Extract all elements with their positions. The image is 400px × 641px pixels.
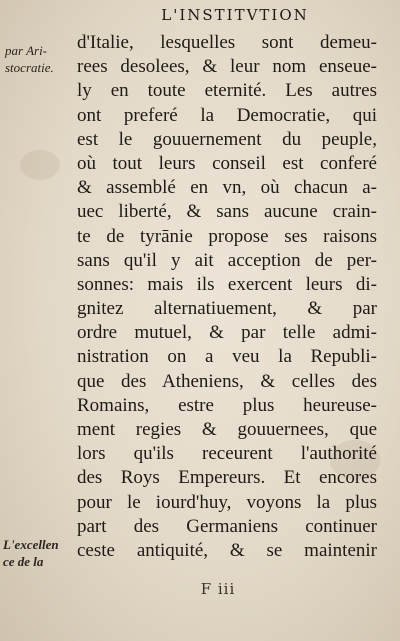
- margin-note-line: par Ari-: [5, 43, 48, 58]
- text-line: lors qu'ils receurent l'authorité: [77, 443, 377, 465]
- text-line: ceste antiquité, & se maintenir: [77, 539, 377, 561]
- text-line: sans qu'il y ait acception de per-: [77, 249, 377, 271]
- margin-note-aristocratie: [5, 42, 75, 76]
- text-line: des Roys Empereurs. Et encores: [77, 467, 377, 489]
- paper-stain: [20, 150, 60, 180]
- body-text: [77, 31, 377, 563]
- text-line: d'Italie, lesquelles sont demeu-: [77, 32, 377, 53]
- text-line: gnitez alternatiuement, & par: [77, 298, 377, 320]
- text-line: ment regies & gouuernees, que: [77, 419, 377, 440]
- text-line: rees desolees, & leur nom enseue-: [77, 56, 377, 78]
- text-line: ont preferé la Democratie, qui: [77, 104, 377, 126]
- text-line: pour le iourd'huy, voyons la plus: [77, 491, 377, 513]
- text-line: ly en toute eternité. Les autres: [77, 80, 377, 102]
- text-line: part des Germaniens continuer: [77, 515, 377, 537]
- text-line: que des Atheniens, & celles des: [77, 370, 377, 392]
- text-line: ordre mutuel, & par telle admi-: [77, 322, 377, 344]
- text-line: te de tyrānie propose ses raisons: [77, 225, 377, 247]
- text-line: est le gouuernement du peuple,: [77, 128, 377, 150]
- text-line: & assemblé en vn, où chacun a-: [77, 177, 377, 199]
- running-header: L'INSTITVTION: [161, 6, 309, 24]
- margin-note-line: stocratie.: [5, 60, 54, 75]
- margin-note-line: ce de la: [3, 554, 44, 569]
- margin-note-line: L'excellen: [3, 537, 59, 552]
- margin-note-excellence: [3, 536, 75, 570]
- text-line: Romains, estre plus heureuse-: [77, 394, 377, 416]
- text-line: uec liberté, & sans aucune crain-: [77, 201, 377, 223]
- text-line: sonnes: mais ils exercent leurs di-: [77, 273, 377, 295]
- page-signature: F iii: [200, 580, 236, 598]
- text-line: nistration on a veu la Republi-: [77, 346, 377, 368]
- text-line: où tout leurs conseil est conferé: [77, 152, 377, 174]
